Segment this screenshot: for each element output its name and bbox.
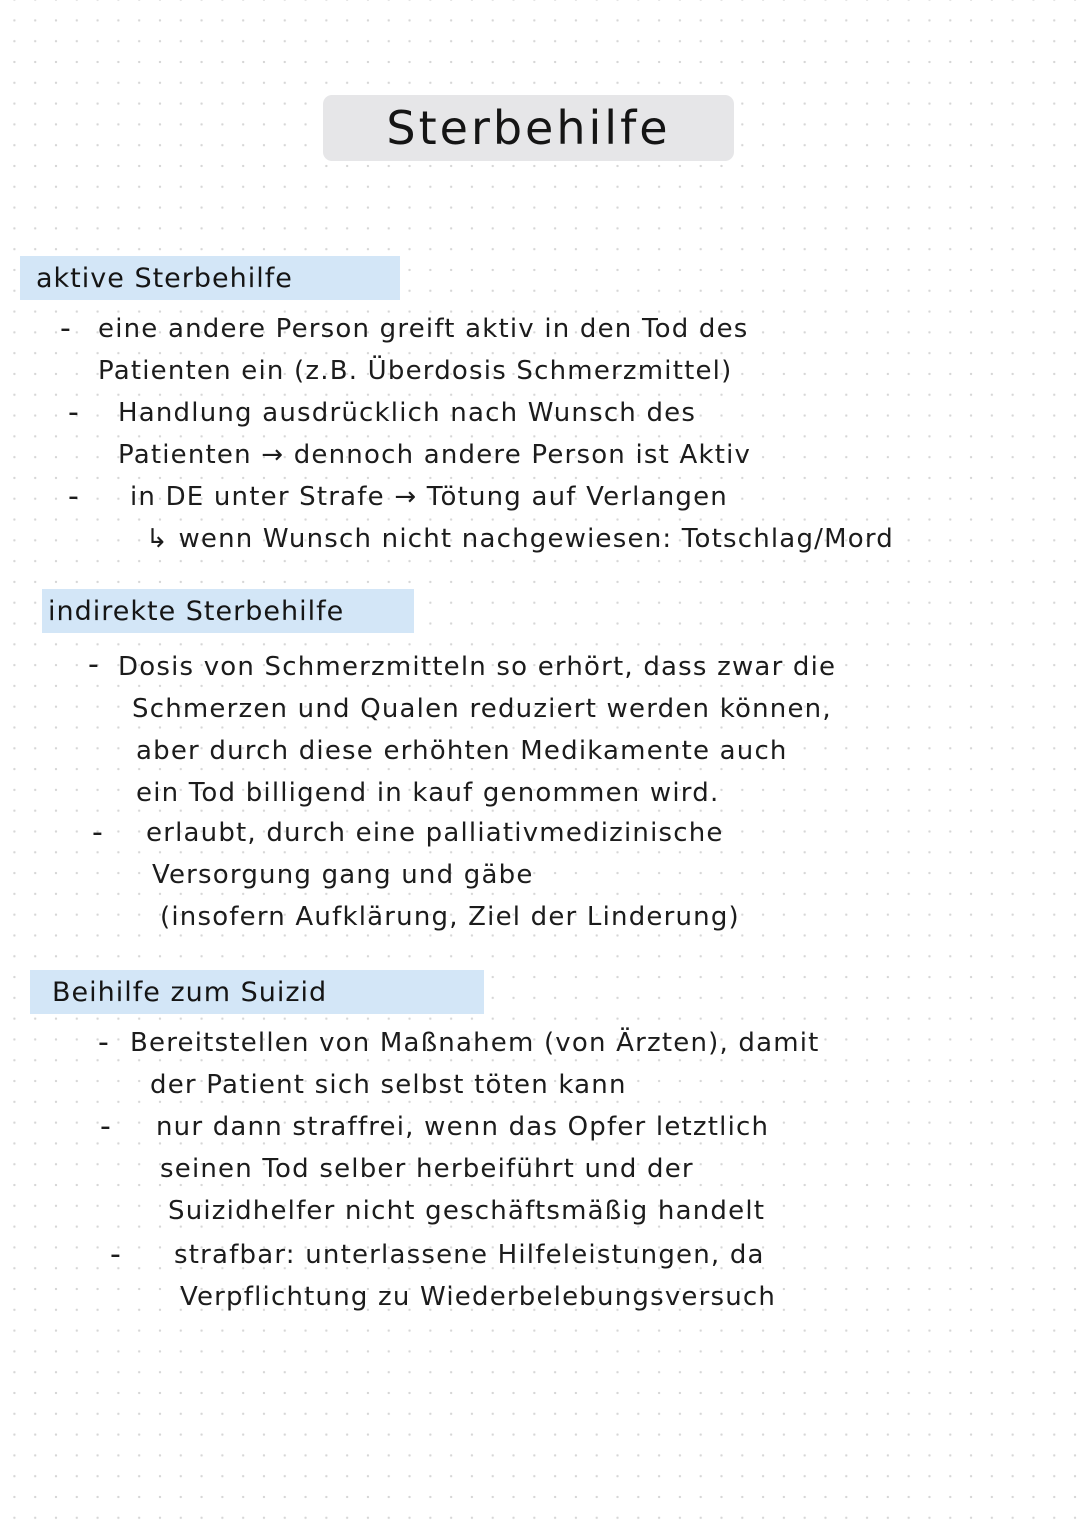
bullet-line: Bereitstellen von Maßnahem (von Ärzten), damit [130, 1028, 820, 1058]
bullet-dash: - [88, 647, 99, 682]
bullet-line: seinen Tod selber herbeiführt und der [160, 1154, 694, 1184]
section-heading-indirekte: indirekte Sterbehilfe [42, 589, 414, 633]
bullet-line: erlaubt, durch eine palliativmedizinische [146, 818, 724, 848]
bullet-dash: - [60, 311, 71, 346]
bullet-dash: - [68, 479, 79, 514]
bullet-line: ein Tod billigend in kauf genommen wird. [136, 778, 720, 808]
bullet-line: Suizidhelfer nicht geschäftsmäßig handelt [168, 1196, 766, 1226]
bullet-line: Patienten → dennoch andere Person ist Aktiv [118, 440, 752, 470]
bullet-line: Patienten ein (z.B. Überdosis Schmerzmittel) [98, 356, 733, 386]
bullet-dash: - [98, 1025, 109, 1060]
bullet-line: nur dann straffrei, wenn das Opfer letztlich [156, 1112, 770, 1142]
bullet-dash: - [110, 1237, 121, 1272]
bullet-line: ↳ wenn Wunsch nicht nachgewiesen: Totschlag/Mord [146, 524, 894, 554]
bullet-line: Schmerzen und Qualen reduziert werden können, [132, 694, 832, 724]
bullet-line: eine andere Person greift aktiv in den Tod des [98, 314, 749, 344]
bullet-dash: - [92, 815, 103, 850]
bullet-line: Dosis von Schmerzmitteln so erhört, dass zwar die [118, 652, 837, 682]
bullet-line: Handlung ausdrücklich nach Wunsch des [118, 398, 697, 428]
bullet-line: Verpflichtung zu Wiederbelebungsversuch [180, 1282, 777, 1312]
section-heading-aktive: aktive Sterbehilfe [20, 256, 400, 300]
bullet-line: (insofern Aufklärung, Ziel der Linderung) [160, 902, 740, 932]
bullet-line: in DE unter Strafe → Tötung auf Verlangen [130, 482, 728, 512]
bullet-dash: - [100, 1109, 111, 1144]
section-heading-beihilfe: Beihilfe zum Suizid [30, 970, 484, 1014]
bullet-dash: - [68, 395, 79, 430]
bullet-line: der Patient sich selbst töten kann [150, 1070, 627, 1100]
page-title: Sterbehilfe [323, 95, 734, 161]
bullet-line: Versorgung gang und gäbe [152, 860, 534, 890]
bullet-line: aber durch diese erhöhten Medikamente auch [136, 736, 788, 766]
bullet-line: strafbar: unterlassene Hilfeleistungen, da [174, 1240, 765, 1270]
